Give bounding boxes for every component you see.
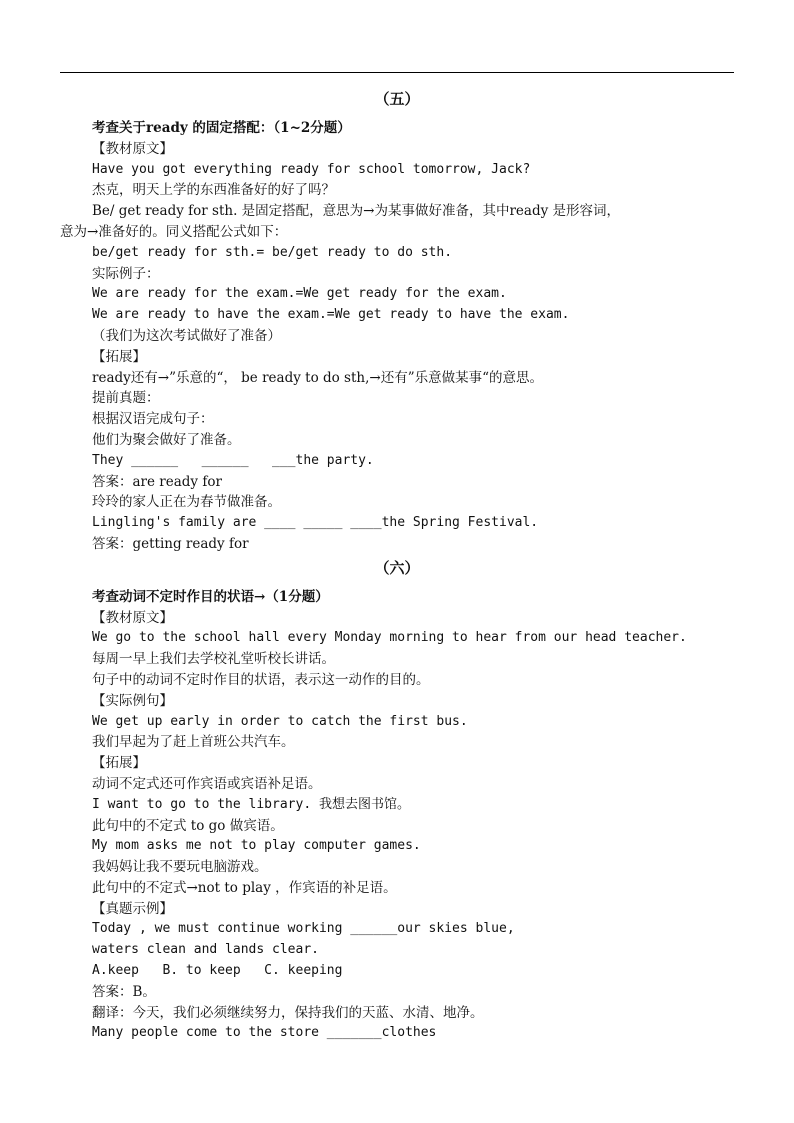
- label-line: 【教材原文】: [92, 609, 173, 626]
- example-line: My mom asks me not to play computer games.: [92, 838, 421, 854]
- chinese-line: 我们早起为了赶上首班公共汽车。: [92, 734, 295, 751]
- example-line: We are ready for the exam.=We get ready for the exam.: [92, 286, 507, 302]
- translation-line: 翻译：今天，我们必须继续努力，保持我们的天蓝、水清、地净。: [92, 1004, 484, 1021]
- example-line: We are ready to have the exam.=We get ready to have the exam.: [92, 307, 570, 323]
- header-rule: [60, 72, 734, 73]
- extension-line: ready还有→”乐意的“， be ready to do sth,→还有”乐意做某事“的意思。: [92, 369, 543, 386]
- answer-line: 答案：B。: [92, 983, 156, 1000]
- example-line: We get up early in order to catch the first bus.: [92, 713, 468, 729]
- label-line: 【实际例句】: [92, 692, 173, 709]
- options-line: A.keep B. to keep C. keeping: [92, 963, 343, 979]
- section-heading: （六）: [374, 558, 420, 577]
- english-line: We go to the school hall every Monday morning to hear from our head teacher.: [92, 630, 687, 646]
- explanation-line: 此句中的不定式→not to play ，作宾语的补足语。: [92, 879, 397, 896]
- exercise-line: waters clean and lands clear.: [92, 942, 319, 958]
- explanation-line: 动词不定式还可作宾语或宾语补足语。: [92, 775, 322, 792]
- formula-line: be/get ready for sth.= be/get ready to do sth.: [92, 244, 453, 260]
- label-line: 【拓展】: [92, 755, 146, 772]
- answer-line: 答案：getting ready for: [92, 535, 249, 552]
- exercise-line: They ______ ______ ___the party.: [92, 452, 374, 468]
- document-body: [60, 86, 732, 1044]
- chinese-line: 他们为聚会做好了准备。: [92, 431, 241, 448]
- label-line: 【真题示例】: [92, 900, 173, 917]
- chinese-line: 每周一早上我们去学校礼堂听校长讲话。: [92, 651, 335, 668]
- english-line: Have you got everything ready for school tomorrow, Jack?: [92, 161, 531, 177]
- chinese-line: 杰克，明天上学的东西准备好的好了吗？: [92, 182, 335, 199]
- chinese-line: （我们为这次考试做好了准备）: [92, 327, 281, 344]
- section-heading: （五）: [374, 90, 420, 108]
- chinese-line: 我妈妈让我不要玩电脑游戏。: [92, 859, 268, 876]
- example-line: I want to go to the library. 我想去图书馆。: [92, 796, 410, 812]
- exercise-line: Today , we must continue working ______our skies blue,: [92, 921, 515, 937]
- label-line: 【拓展】: [92, 348, 146, 365]
- explanation-line-cont: 意为→准备好的。同义搭配公式如下：: [60, 223, 288, 240]
- chinese-line: 玲玲的家人正在为春节做准备。: [92, 494, 281, 511]
- section-6: [92, 555, 732, 1045]
- label-line: 实际例子：: [92, 265, 160, 282]
- exercise-line: Lingling's family are ____ _____ ____the Spring Festival.: [92, 515, 539, 531]
- explanation-line: Be/ get ready for sth. 是固定搭配，意思为→为某事做好准备，其中ready 是形容词，: [92, 203, 621, 220]
- section-title: 考查关于ready 的固定搭配：（1~2分题）: [92, 120, 351, 136]
- explanation-line: 此句中的不定式 to go 做宾语。: [92, 817, 284, 834]
- section-title: 考查动词不定时作目的状语→（1分题）: [92, 588, 329, 605]
- label-line: 提前真题：: [92, 390, 160, 407]
- explanation-line: 句子中的动词不定时作目的状语，表示这一动作的目的。: [92, 671, 430, 688]
- instruction-line: 根据汉语完成句子：: [92, 411, 214, 428]
- label-line: 【教材原文】: [92, 140, 173, 157]
- section-5: [60, 86, 732, 555]
- answer-line: 答案：are ready for: [92, 473, 222, 490]
- exercise-line: Many people come to the store _______clothes: [92, 1025, 437, 1041]
